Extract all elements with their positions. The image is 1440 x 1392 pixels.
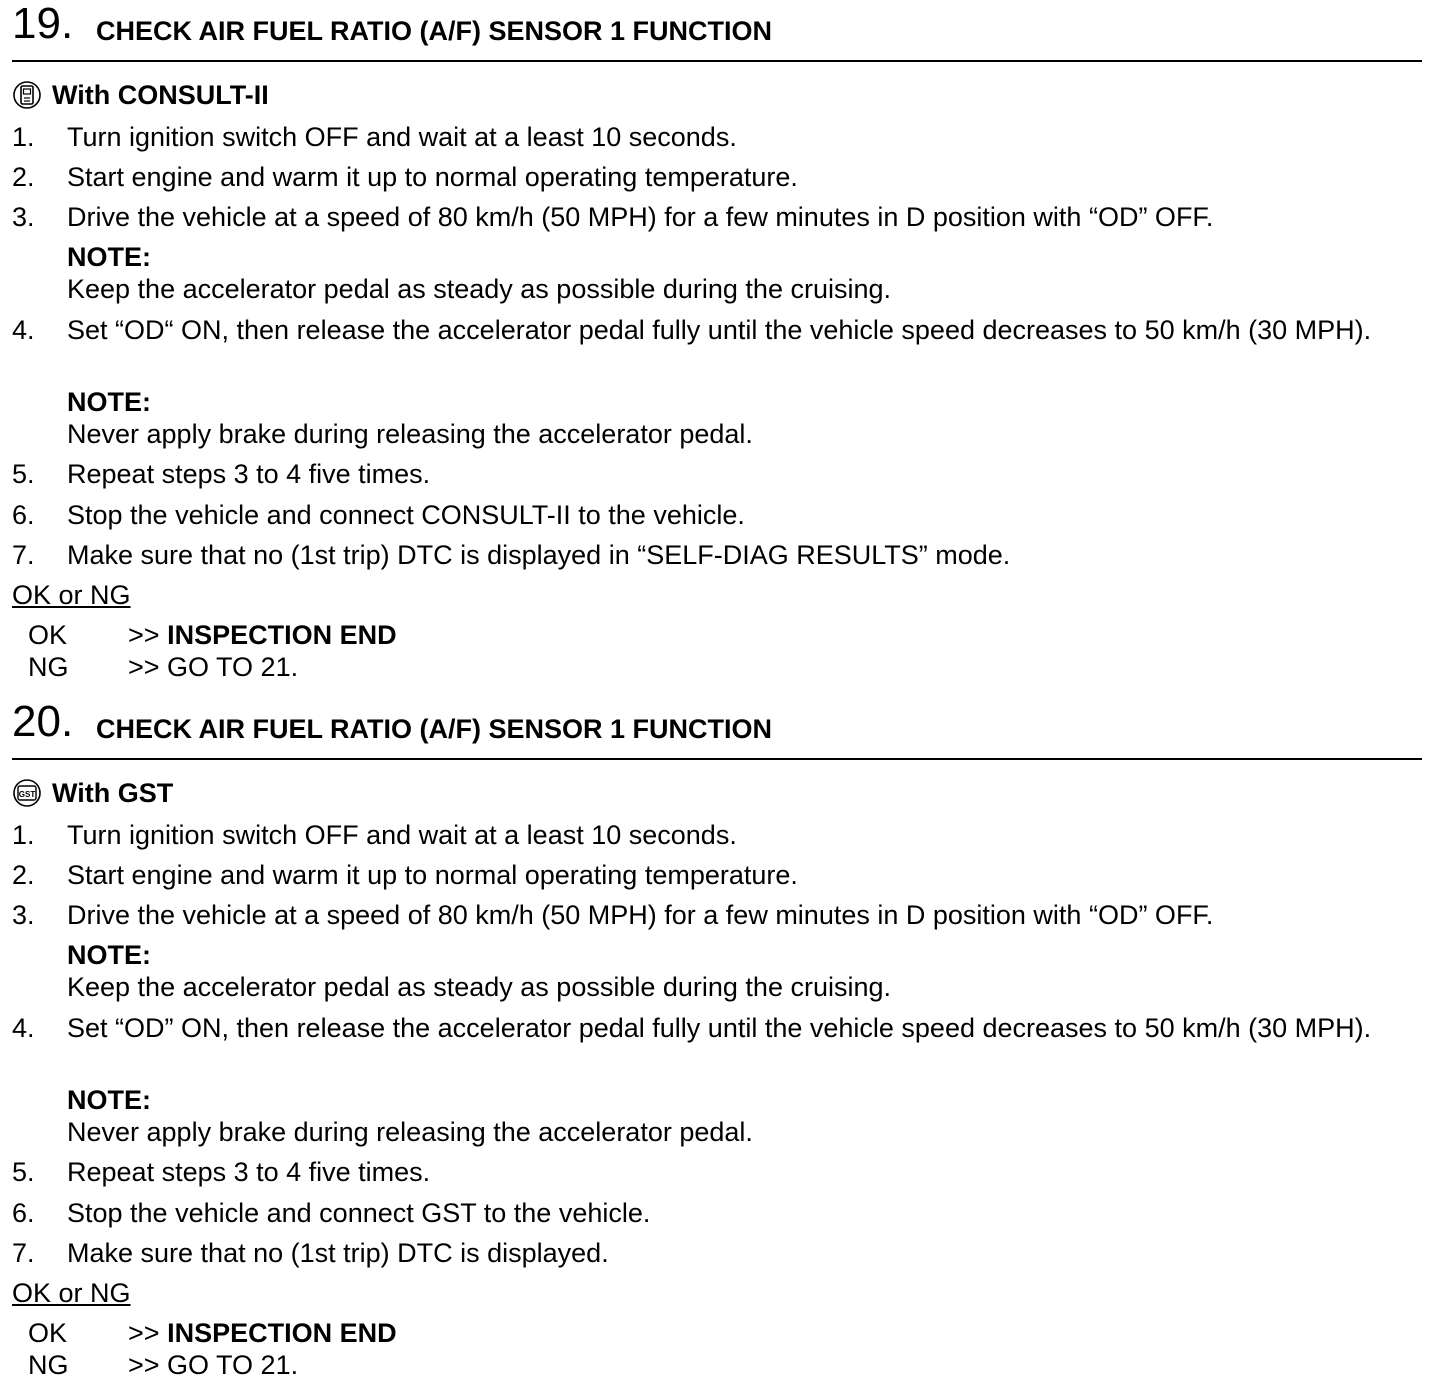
result-arrow: >>	[128, 620, 160, 650]
step-title: CHECK AIR FUEL RATIO (A/F) SENSOR 1 FUNCTION	[96, 714, 773, 744]
item-number: 7.	[12, 540, 35, 570]
note-text: Keep the accelerator pedal as steady as possible during the cruising.	[67, 274, 892, 304]
item-text: Start engine and warm it up to normal operating temperature.	[67, 860, 798, 890]
item-text: Turn ignition switch OFF and wait at a least 10 seconds.	[67, 820, 737, 850]
section-heading	[12, 698, 1422, 760]
consult-ii-icon	[12, 80, 42, 110]
result-code: NG	[28, 652, 69, 682]
result-code: NG	[28, 1350, 69, 1380]
note-text: Never apply brake during releasing the accelerator pedal.	[67, 419, 753, 449]
item-number: 6.	[12, 1198, 35, 1228]
item-text: Drive the vehicle at a speed of 80 km/h (50 MPH) for a few minutes in D position with “OD” OFF.	[67, 900, 1214, 930]
note-label: NOTE:	[67, 1085, 151, 1115]
item-number: 4.	[12, 315, 35, 345]
result-code: OK	[28, 620, 68, 650]
ok-or-ng-label: OK or NG	[12, 1278, 131, 1308]
item-text: Drive the vehicle at a speed of 80 km/h (50 MPH) for a few minutes in D position with “OD” OFF.	[67, 202, 1214, 232]
ok-or-ng-label: OK or NG	[12, 580, 131, 610]
item-number: 1.	[12, 122, 35, 152]
item-number: 6.	[12, 500, 35, 530]
item-number: 5.	[12, 459, 35, 489]
step-number: 20.	[12, 697, 74, 746]
item-number: 2.	[12, 162, 35, 192]
result-text: INSPECTION END	[167, 620, 397, 650]
step-section-19	[12, 0, 1422, 682]
note-label: NOTE:	[67, 387, 151, 417]
step-number: 19.	[12, 0, 74, 48]
result-action	[128, 1317, 397, 1349]
item-text: Turn ignition switch OFF and wait at a least 10 seconds.	[67, 122, 737, 152]
item-number: 3.	[12, 900, 35, 930]
svg-text:GST: GST	[18, 790, 36, 799]
result-text: >> GO TO 21.	[128, 1350, 299, 1380]
result-text: INSPECTION END	[167, 1318, 397, 1348]
item-number: 3.	[12, 202, 35, 232]
item-number: 7.	[12, 1238, 35, 1268]
with-label: With CONSULT-II	[52, 80, 269, 110]
item-text: Repeat steps 3 to 4 five times.	[67, 1157, 431, 1187]
result-action	[128, 619, 397, 651]
item-text: Make sure that no (1st trip) DTC is displayed.	[67, 1238, 609, 1268]
note-text: Keep the accelerator pedal as steady as possible during the cruising.	[67, 972, 892, 1002]
item-text: Set “OD“ ON, then release the accelerator pedal fully until the vehicle speed decreases to 50 km/h (30 MPH).	[67, 315, 1372, 345]
item-text: Stop the vehicle and connect CONSULT-II to the vehicle.	[67, 500, 745, 530]
item-text: Set “OD” ON, then release the accelerator pedal fully until the vehicle speed decreases to 50 km/h (30 MPH).	[67, 1013, 1372, 1043]
item-text: Start engine and warm it up to normal operating temperature.	[67, 162, 798, 192]
item-number: 1.	[12, 820, 35, 850]
gst-icon	[12, 778, 42, 808]
item-number: 2.	[12, 860, 35, 890]
item-number: 4.	[12, 1013, 35, 1043]
item-text: Repeat steps 3 to 4 five times.	[67, 459, 431, 489]
section-heading	[12, 0, 1422, 62]
item-number: 5.	[12, 1157, 35, 1187]
result-text: >> GO TO 21.	[128, 652, 299, 682]
note-label: NOTE:	[67, 242, 151, 272]
with-label: With GST	[52, 778, 174, 808]
with-consult-line	[12, 78, 269, 112]
item-text: Make sure that no (1st trip) DTC is displayed in “SELF-DIAG RESULTS” mode.	[67, 540, 1011, 570]
note-label: NOTE:	[67, 940, 151, 970]
result-code: OK	[28, 1318, 68, 1348]
step-title: CHECK AIR FUEL RATIO (A/F) SENSOR 1 FUNCTION	[96, 16, 773, 46]
note-text: Never apply brake during releasing the accelerator pedal.	[67, 1117, 753, 1147]
step-section-20	[12, 697, 1422, 1380]
item-text: Stop the vehicle and connect GST to the vehicle.	[67, 1198, 651, 1228]
with-gst-line	[12, 776, 173, 810]
result-arrow: >>	[128, 1318, 160, 1348]
